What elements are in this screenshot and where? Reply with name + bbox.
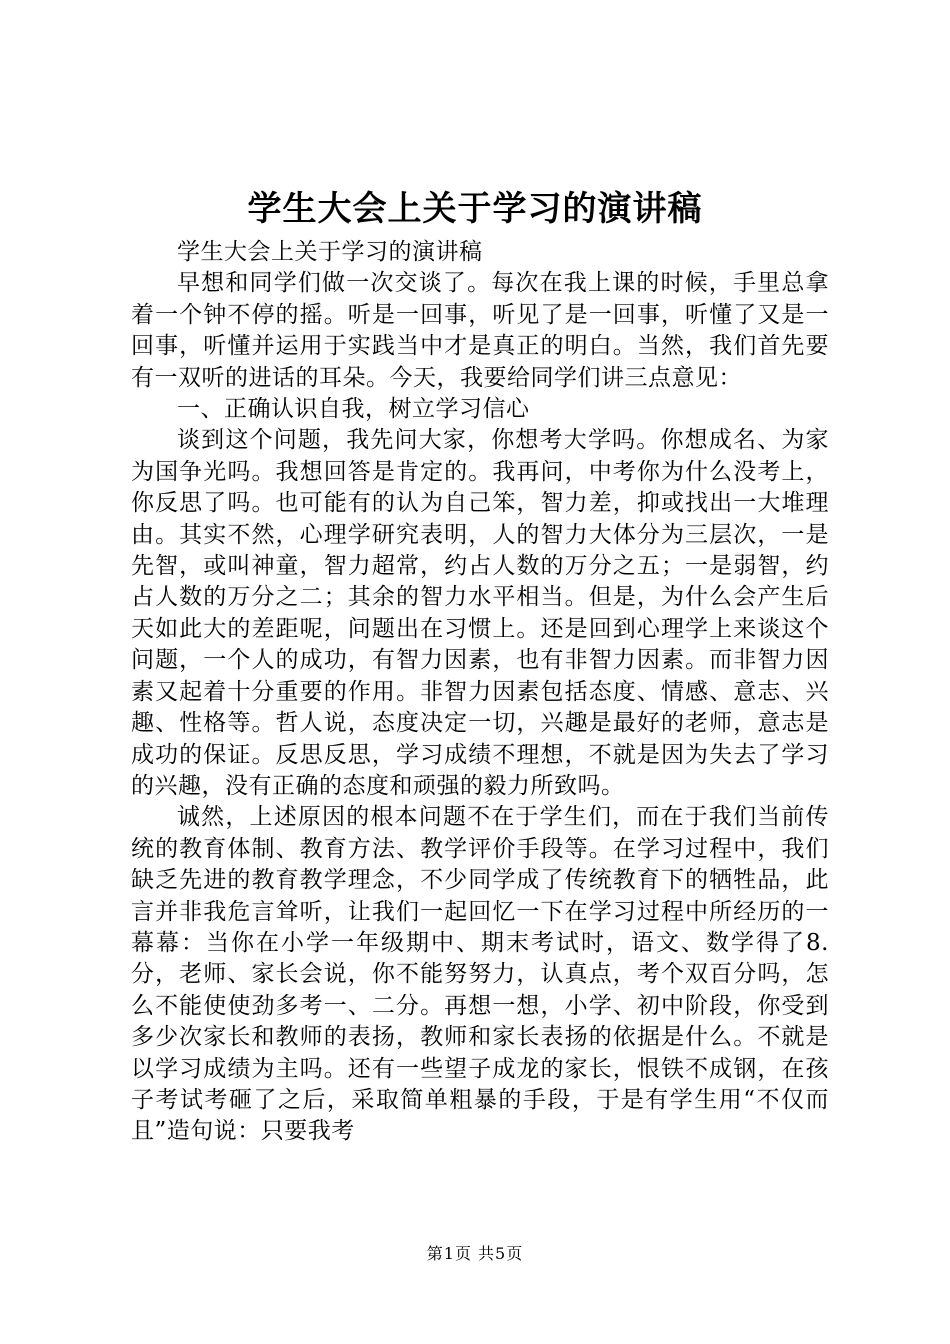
subtitle-paragraph: 学生大会上关于学习的演讲稿 — [177, 239, 483, 265]
intro-paragraph: 早想和同学们做一次交谈了。每次在我上课的时候，手里总拿着一个钟不停的摇。听是一回事，听见了是一回事，听懂了又是一回事，听懂并运用于实践当中才是真正的明白。当然，我们首先要有一双听的进话的耳朵。今天，我要给同学们讲三点意见： — [131, 270, 829, 391]
section-heading: 一、正确认识自我，树立学习信心 — [177, 396, 530, 423]
page-footer: 第1页 共5页 — [426, 1244, 524, 1263]
document-title: 学生大会上关于学习的演讲稿 — [247, 189, 703, 229]
document-body — [131, 237, 829, 1148]
body-paragraph: 谈到这个问题，我先问大家，你想考大学吗。你想成名、为家为国争光吗。我想回答是肯定的。我再问，中考你为什么没考上，你反思了吗。也可能有的认为自己笨，智力差，抑或找出一大堆理由。其实不然，心理学研究表明，人的智力大体分为三层次，一是先智，或叫神童，智力超常，约占人数的万分之五；一是弱智，约占人数的万分之二；其余的智力水平相当。但是，为什么会产生后天如此大的差距呢，问题出在习惯上。还是回到心理学上来谈这个问题，一个人的成功，有智力因素，也有非智力因素。而非智力因素又起着十分重要的作用。非智力因素包括态度、情感、意志、兴趣、性格等。哲人说，态度决定一切，兴趣是最好的老师，意志是成功的保证。反思反思，学习成绩不理想，不就是因为失去了学习的兴趣，没有正确的态度和顽强的毅力所致吗。 — [131, 427, 829, 799]
body-paragraph: 诚然，上述原因的根本问题不在于学生们，而在于我们当前传统的教育体制、教育方法、教学评价手段等。在学习过程中，我们缺乏先进的教育教学理念，不少同学成了传统教育下的牺牲品，此言并非我危言耸听，让我们一起回忆一下在学习过程中所经历的一幕幕：当你在小学一年级期中、期末考试时，语文、数学得了8.分，老师、家长会说，你不能努努力，认真点，考个双百分吗，怎么不能使使劲多考一、二分。再想一想，小学、初中阶段，你受到多少次家长和教师的表扬，教师和家长表扬的依据是什么。不就是以学习成绩为主吗。还有一些望子成龙的家长，恨铁不成钢，在孩子考试考砸了之后，采取简单粗暴的手段，于是有学生用“不仅而且”造句说：只要我考 — [131, 804, 829, 1145]
